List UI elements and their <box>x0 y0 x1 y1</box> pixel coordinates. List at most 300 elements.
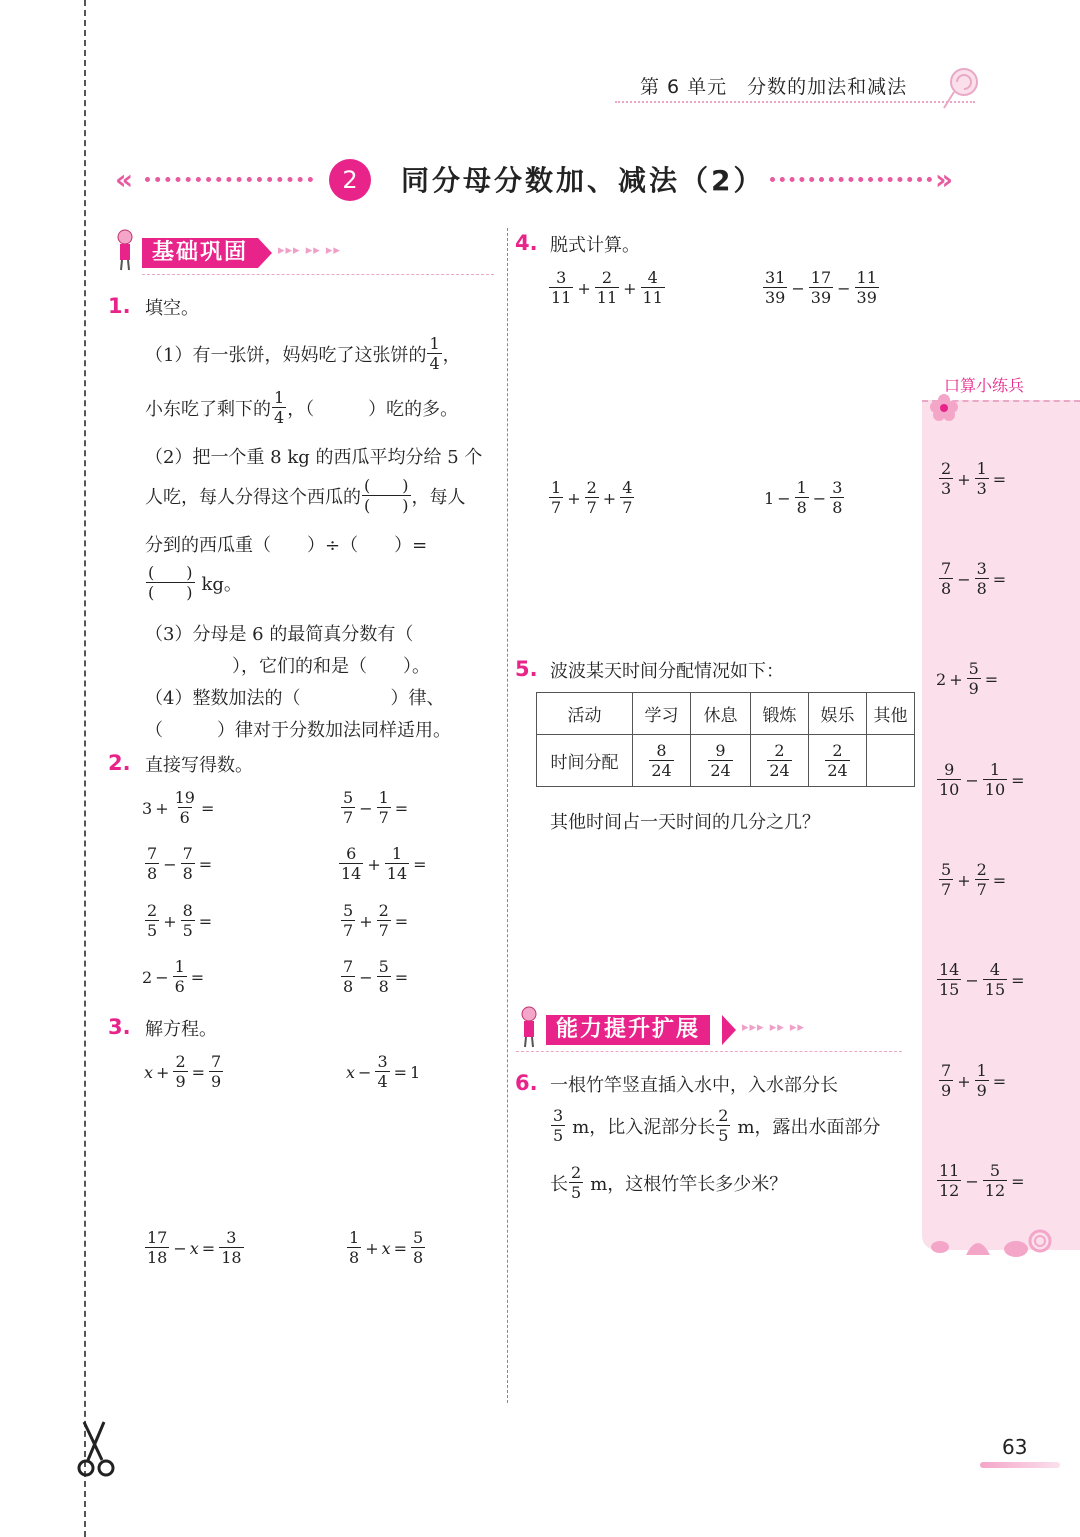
fraction-numerator: 7 <box>182 844 193 863</box>
fraction <box>377 903 391 939</box>
fraction <box>209 1054 223 1090</box>
fraction <box>967 661 981 697</box>
fraction-numerator: 7 <box>941 559 952 578</box>
page-number-bar <box>980 1462 1060 1468</box>
q2-title: 直接写得数。 <box>145 755 253 776</box>
equals-sign: = <box>198 854 213 874</box>
page-number: 63 <box>1002 1435 1028 1459</box>
fraction <box>939 461 953 497</box>
seashell-decoration-icon <box>928 1225 1056 1265</box>
equals-sign: = <box>992 469 1007 489</box>
q4-expr-4 <box>764 480 845 516</box>
q3-equation-4 <box>346 1230 426 1266</box>
fraction-numerator: 8 <box>182 901 193 920</box>
q2-expr-3 <box>144 846 215 882</box>
number: 1 <box>764 488 775 508</box>
table-cell-empty[interactable] <box>867 735 915 787</box>
fraction-numerator: 9 <box>715 740 726 760</box>
fraction-blank[interactable] <box>362 478 411 514</box>
fraction-denominator: 24 <box>651 760 672 780</box>
girl-mascot-icon <box>516 1005 542 1049</box>
fraction-denominator: 7 <box>976 880 987 899</box>
title-divider-left <box>145 177 313 182</box>
fraction <box>551 1108 565 1144</box>
fraction <box>975 1063 989 1099</box>
fraction-denominator: 7 <box>941 880 952 899</box>
fraction-denominator: 11 <box>551 288 572 307</box>
q1-part4-line2[interactable]: （ ）律对于分数加法同样适用。 <box>145 720 451 741</box>
fraction-numerator: 1 <box>274 388 285 407</box>
variable-x: x <box>346 1062 356 1082</box>
q2-number: 2. <box>108 751 131 775</box>
fraction-numerator: 2 <box>976 860 987 879</box>
fraction-denominator: ( ) <box>148 583 193 602</box>
fraction-numerator: 8 <box>656 740 667 760</box>
q1-text: 小东吃了剩下的 <box>145 399 271 420</box>
plus-sign: + <box>163 911 177 931</box>
section-advanced-banner <box>516 1013 906 1047</box>
q2-expr-8 <box>340 959 411 995</box>
fraction-denominator: 39 <box>856 288 877 307</box>
q2-expr-7 <box>142 959 207 995</box>
q4-title: 脱式计算。 <box>550 235 640 256</box>
q3-equation-3 <box>144 1230 245 1266</box>
table-cell <box>691 735 751 787</box>
fraction-denominator: 8 <box>378 977 389 996</box>
q1-text: kg。 <box>201 574 242 595</box>
fraction-numerator: 2 <box>378 901 389 920</box>
number: 1 <box>410 1062 421 1082</box>
fraction-denominator: 8 <box>343 977 354 996</box>
unit-header: 第 6 单元 分数的加法和减法 <box>640 76 908 98</box>
fraction-denominator: 39 <box>765 288 786 307</box>
fraction-numerator: 11 <box>939 1161 960 1180</box>
fraction <box>795 480 809 516</box>
fraction-denominator: 5 <box>182 921 193 940</box>
fraction-numerator: 9 <box>944 760 955 779</box>
fraction <box>385 846 409 882</box>
fraction-numerator: 1 <box>349 1228 360 1247</box>
q1-part3-line1[interactable]: （3）分母是 6 的最简真分数有（ <box>145 624 414 645</box>
drill-expr-7 <box>938 1063 1009 1099</box>
q1-part1-line1 <box>145 336 461 372</box>
fraction <box>983 1163 1007 1199</box>
fraction-numerator: 4 <box>622 478 633 497</box>
fraction-numerator: 4 <box>989 960 1001 979</box>
plus-sign: + <box>567 488 581 508</box>
banner-trail-icon: ▸▸▸ ▸▸ ▸▸ <box>278 243 341 258</box>
fraction-numerator: 3 <box>976 559 987 578</box>
side-panel-title: 口算小练兵 <box>944 376 1025 395</box>
fraction-numerator: 3 <box>556 268 567 287</box>
fraction-denominator: 12 <box>984 1181 1006 1200</box>
fraction-numerator: 5 <box>343 788 354 807</box>
fraction <box>219 1230 243 1266</box>
minus-sign: − <box>173 1238 187 1258</box>
fraction-numerator: 6 <box>346 844 357 863</box>
fraction-numerator: 14 <box>939 960 960 979</box>
fraction <box>341 903 355 939</box>
q4-expr-3 <box>548 480 635 516</box>
plus-sign: + <box>577 278 591 298</box>
fraction-denominator: 7 <box>622 498 633 517</box>
drill-expr-1 <box>938 461 1009 497</box>
fraction <box>620 480 634 516</box>
fraction-denominator: 8 <box>413 1248 424 1267</box>
mental-math-panel <box>922 400 1080 1250</box>
minus-sign: − <box>837 278 851 298</box>
lesson-title: 同分母分数加、减法（2） <box>401 164 765 197</box>
equals-sign: = <box>201 1238 216 1258</box>
fraction-denominator: 39 <box>810 288 832 307</box>
fraction-denominator: ( ) <box>364 496 409 515</box>
minus-sign: − <box>359 967 373 987</box>
q6-number: 6. <box>515 1071 538 1095</box>
fraction-denominator: 8 <box>349 1248 360 1267</box>
fraction-numerator: 2 <box>571 1163 582 1182</box>
fraction <box>347 1230 361 1266</box>
plus-sign: + <box>156 1062 170 1082</box>
drill-expr-2 <box>938 561 1009 597</box>
lollipop-icon <box>936 64 984 112</box>
time-allocation-table <box>536 692 915 787</box>
fraction <box>173 790 197 826</box>
minus-sign: − <box>777 488 791 508</box>
fraction <box>855 270 879 306</box>
q3-number: 3. <box>108 1015 131 1039</box>
plus-sign: + <box>359 911 373 931</box>
fraction <box>377 959 391 995</box>
fraction-numerator: 19 <box>174 788 195 807</box>
fraction-denominator: 7 <box>378 921 389 940</box>
fraction-numerator: 3 <box>377 1052 388 1071</box>
q6-text: m，这根竹竿长多少米？ <box>590 1174 788 1195</box>
plus-sign: + <box>957 469 971 489</box>
fraction-denominator: 5 <box>147 921 158 940</box>
fraction-denominator: 9 <box>968 679 979 698</box>
q6-line2 <box>550 1108 881 1144</box>
fraction-denominator: 14 <box>386 864 408 883</box>
q1-part2-line4 <box>145 565 242 601</box>
fraction <box>411 1230 425 1266</box>
column-separator <box>507 228 508 1403</box>
fraction-numerator: 7 <box>147 844 158 863</box>
q6-line3 <box>550 1165 787 1201</box>
equals-sign: = <box>394 911 409 931</box>
fraction <box>830 480 844 516</box>
fraction-numerator: 3 <box>832 478 843 497</box>
fraction-denominator: 7 <box>343 921 354 940</box>
fraction <box>585 480 599 516</box>
fraction <box>145 903 159 939</box>
fraction-denominator: 24 <box>827 760 848 780</box>
fraction-denominator: 24 <box>710 760 731 780</box>
fraction <box>975 461 989 497</box>
fraction-denominator: 8 <box>941 579 952 598</box>
fraction <box>341 790 355 826</box>
fraction-numerator: 1 <box>976 1061 987 1080</box>
plus-sign: + <box>155 798 169 818</box>
fraction <box>937 962 961 998</box>
plus-sign: + <box>957 870 971 890</box>
banner-arrow-icon <box>722 1015 736 1045</box>
fraction-denominator: 8 <box>796 498 807 517</box>
minus-sign: − <box>359 798 373 818</box>
minus-sign: − <box>965 770 979 790</box>
section-basic-banner <box>112 236 497 270</box>
q6-text: m，比入泥部分长 <box>572 1117 716 1138</box>
table-header-cell: 学习 <box>633 693 691 735</box>
fraction <box>181 846 195 882</box>
banner-trail-icon: ▸▸▸ ▸▸ ▸▸ <box>742 1020 805 1035</box>
fraction-denominator: 4 <box>274 408 285 427</box>
table-cell <box>633 735 691 787</box>
fraction <box>939 1063 953 1099</box>
q2-expr-4 <box>338 846 430 882</box>
fraction-numerator: 5 <box>343 901 354 920</box>
q1-text: ，每人 <box>411 487 466 508</box>
table-row-label: 时间分配 <box>537 735 633 787</box>
table-cell <box>751 735 809 787</box>
fraction-denominator: 3 <box>941 479 952 498</box>
q5-number: 5. <box>515 657 538 681</box>
minus-sign: − <box>358 1062 372 1082</box>
q1-text: （1）有一张饼，妈妈吃了这张饼的 <box>145 345 427 366</box>
fraction-denominator: 8 <box>182 864 193 883</box>
header-divider <box>615 101 975 103</box>
table-header-cell: 娱乐 <box>809 693 867 735</box>
fraction-numerator: 2 <box>601 268 613 287</box>
fraction-numerator: 7 <box>343 957 354 976</box>
q6-text: m，露出水面部分 <box>737 1117 881 1138</box>
variable-x: x <box>144 1062 154 1082</box>
fraction-denominator: 10 <box>939 780 960 799</box>
minus-sign: − <box>155 967 169 987</box>
fraction-denominator: 14 <box>341 864 362 883</box>
fraction <box>708 740 732 780</box>
cut-line <box>84 0 86 1537</box>
title-divider-right <box>770 177 932 182</box>
fraction <box>549 480 563 516</box>
fraction-denominator: 24 <box>769 760 790 780</box>
fraction-denominator: 4 <box>377 1072 388 1091</box>
minus-sign: − <box>812 488 827 508</box>
fraction-numerator: 1 <box>378 788 389 807</box>
q1-part2-line3[interactable]: 分到的西瓜重（ ）÷（ ）= <box>145 535 428 556</box>
fraction-numerator: 17 <box>147 1228 168 1247</box>
table-row <box>537 735 915 787</box>
plus-sign: + <box>949 669 963 689</box>
fraction <box>145 1230 169 1266</box>
q2-expr-2 <box>340 790 411 826</box>
minus-sign: − <box>965 970 979 990</box>
q1-title: 填空。 <box>145 298 199 319</box>
plus-sign: + <box>602 488 617 508</box>
fraction-denominator: 9 <box>976 1081 987 1100</box>
section-divider <box>142 274 494 275</box>
fraction-numerator: ( ) <box>364 476 409 495</box>
fraction-numerator: 2 <box>718 1106 729 1125</box>
fraction-denominator: 8 <box>147 864 158 883</box>
flower-icon <box>928 392 960 422</box>
section-divider <box>516 1051 902 1052</box>
fraction-denominator: 8 <box>832 498 843 517</box>
minus-sign: − <box>965 1171 979 1191</box>
q1-number: 1. <box>108 294 131 318</box>
section-basic-title: 基础巩固 <box>142 238 258 268</box>
banner-arrow-icon <box>258 238 272 268</box>
fraction <box>983 762 1007 798</box>
equals-sign: = <box>393 1062 408 1082</box>
equals-sign: = <box>984 669 999 689</box>
equals-sign: = <box>992 870 1007 890</box>
fraction-denominator: 8 <box>976 579 987 598</box>
answer-blank[interactable]: ，（ ）吃的多。 <box>287 399 459 420</box>
fraction-numerator: 7 <box>941 1061 952 1080</box>
number: 2 <box>936 669 947 689</box>
variable-x: x <box>189 1238 199 1258</box>
table-header-cell: 其他 <box>867 693 915 735</box>
fraction-numerator: 2 <box>832 740 843 760</box>
fraction-denominator: 18 <box>147 1248 168 1267</box>
number: 3 <box>142 798 153 818</box>
fraction-numerator: 5 <box>989 1161 1001 1180</box>
q1-part3-line2[interactable]: ），它们的和是（ ）。 <box>232 656 430 677</box>
q3-equation-1 <box>144 1054 224 1090</box>
equals-sign: = <box>394 967 409 987</box>
q6-line1: 一根竹竿竖直插入水中，入水部分长 <box>550 1075 838 1096</box>
table-cell <box>809 735 867 787</box>
section-advanced-title: 能力提升扩展 <box>546 1015 710 1045</box>
fraction-numerator: 1 <box>429 334 440 353</box>
number: 2 <box>142 967 153 987</box>
drill-expr-6 <box>936 962 1028 998</box>
lesson-number-badge: 2 <box>329 159 371 201</box>
fraction-blank[interactable] <box>146 565 195 601</box>
fraction-denominator: 7 <box>378 808 389 827</box>
q4-number: 4. <box>515 231 538 255</box>
fraction <box>937 762 961 798</box>
fraction-denominator: 15 <box>939 980 960 999</box>
q5-title: 波波某天时间分配情况如下： <box>550 661 784 682</box>
fraction-numerator: 2 <box>941 459 952 478</box>
fraction-denominator: 7 <box>551 498 562 517</box>
fraction-denominator: 15 <box>984 980 1006 999</box>
scissors-icon <box>74 1420 122 1480</box>
fraction-numerator: 2 <box>774 740 785 760</box>
q1-part4-line1[interactable]: （4）整数加法的（ ）律、 <box>145 688 445 709</box>
fraction <box>809 270 833 306</box>
fraction <box>937 1163 961 1199</box>
fraction-numerator: 3 <box>553 1106 564 1125</box>
fraction-denominator: 9 <box>175 1072 186 1091</box>
fraction-numerator: 5 <box>378 957 389 976</box>
lesson-title-row <box>115 155 965 205</box>
fraction <box>825 740 849 780</box>
drill-expr-3 <box>936 661 1001 697</box>
fraction <box>173 1054 187 1090</box>
fraction <box>716 1108 730 1144</box>
equals-sign: = <box>198 911 213 931</box>
table-header-row <box>537 693 915 735</box>
fraction <box>763 270 787 306</box>
fraction-denominator: 7 <box>343 808 354 827</box>
fraction-denominator: 9 <box>211 1072 222 1091</box>
fraction-denominator: 6 <box>179 808 190 827</box>
fraction-denominator: 4 <box>429 354 440 373</box>
fraction-numerator: 5 <box>413 1228 424 1247</box>
fraction-denominator: 3 <box>976 479 987 498</box>
drill-expr-5 <box>938 862 1009 898</box>
plus-sign: + <box>365 1238 379 1258</box>
equals-sign: = <box>992 569 1007 589</box>
q2-expr-6 <box>340 903 411 939</box>
plus-sign: + <box>623 278 637 298</box>
fraction-denominator: 5 <box>718 1126 729 1145</box>
plus-sign: + <box>957 1071 971 1091</box>
fraction-denominator: 5 <box>553 1126 564 1145</box>
fraction-numerator: 7 <box>211 1052 222 1071</box>
fraction-denominator: 6 <box>174 977 185 996</box>
chevron-right-icon: » <box>935 163 954 196</box>
q1-text: 人吃，每人分得这个西瓜的 <box>145 487 361 508</box>
fraction <box>145 846 159 882</box>
fraction <box>649 740 673 780</box>
minus-sign: − <box>791 278 805 298</box>
fraction-numerator: 2 <box>147 901 158 920</box>
fraction <box>181 903 195 939</box>
fraction-numerator: 1 <box>989 760 1001 779</box>
fraction-denominator: 10 <box>984 780 1006 799</box>
fraction-denominator: 18 <box>221 1248 242 1267</box>
fraction-numerator: ( ) <box>148 563 193 582</box>
table-header-cell: 锻炼 <box>751 693 809 735</box>
fraction-numerator: 1 <box>391 844 403 863</box>
q1-part1-line2 <box>145 390 458 426</box>
girl-mascot-icon <box>112 228 138 272</box>
variable-x: x <box>381 1238 391 1258</box>
minus-sign: − <box>957 569 971 589</box>
chevron-left-icon: « <box>115 163 134 196</box>
equals-sign: = <box>191 1062 206 1082</box>
fraction-numerator: 5 <box>968 659 979 678</box>
equals-sign: = <box>393 1238 408 1258</box>
fraction <box>975 561 989 597</box>
q4-expr-1 <box>548 270 666 306</box>
equals-sign: = <box>1011 1171 1025 1191</box>
fraction <box>939 561 953 597</box>
equals-sign: = <box>1011 770 1025 790</box>
fraction <box>939 862 953 898</box>
drill-expr-4 <box>936 762 1028 798</box>
drill-expr-8 <box>936 1163 1028 1199</box>
table-header-cell: 活动 <box>537 693 633 735</box>
fraction <box>272 390 286 426</box>
fraction-numerator: 3 <box>226 1228 237 1247</box>
q5-question: 其他时间占一天时间的几分之几？ <box>550 812 820 833</box>
fraction <box>173 959 187 995</box>
equals-sign: = <box>413 854 427 874</box>
fraction-numerator: 31 <box>765 268 786 287</box>
fraction-numerator: 1 <box>796 478 807 497</box>
q2-expr-5 <box>144 903 215 939</box>
fraction <box>341 959 355 995</box>
fraction-numerator: 17 <box>810 268 832 287</box>
equals-sign: = <box>394 798 409 818</box>
fraction-numerator: 5 <box>941 860 952 879</box>
q1-part2-line1: （2）把一个重 8 kg 的西瓜平均分给 5 个 <box>145 447 483 468</box>
q1-text: ， <box>442 345 461 366</box>
